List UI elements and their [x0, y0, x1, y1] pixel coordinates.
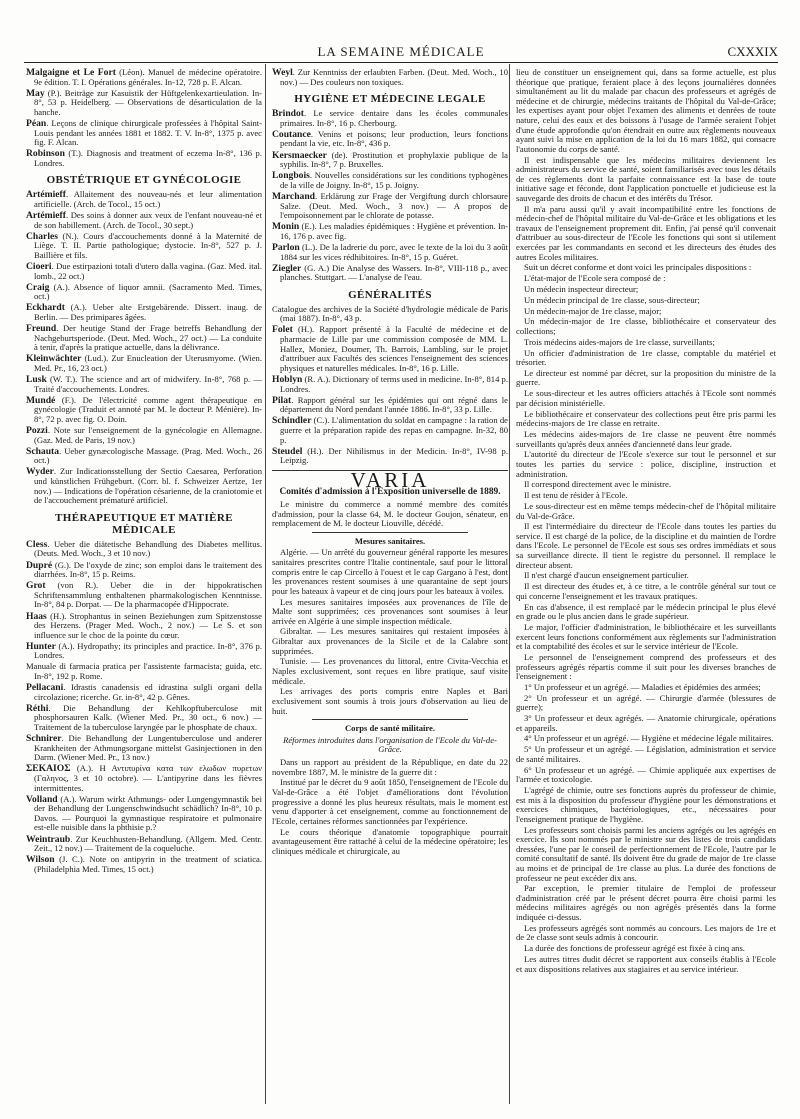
entry-author: Pilat [272, 394, 292, 406]
paragraph: 6° Un professeur et un agrégé. — Chimie appliquée aux expertises de l'armée et toxicologie. [516, 764, 776, 785]
entry-text: (A.). Warum wirkt Athmungs- oder Lungengymnastik bei der Behandlung der Lungenschwindsucht schädlich? In-8°, 10 p. Davos. — Pourquoi la gymnastique respiratoire et pulmonaire est-elle nuisible dans la phthisie p.? [34, 793, 262, 833]
paragraph: Le directeur est nommé par décret, sur la proposition du ministre de la guerre. [516, 367, 776, 388]
paragraph: Un médecin inspecteur directeur; [524, 284, 639, 294]
bibliography-entry [26, 262, 262, 281]
paragraph: Tunisie. — Les provenances du littoral, entre Civita-Vecchia et Naples exclusivement, sont reçues en libre pratique, sauf visite médicale. [272, 656, 508, 686]
paragraph: Un médecin-major de 1re classe, bibliothécaire et conservateur des collections; [516, 316, 776, 336]
paragraph: Il correspond directement avec le ministre. [524, 479, 671, 490]
entry-author: Grot [26, 580, 46, 592]
paragraph: Trois médecins aides-majors de 1re classe, surveillants; [524, 336, 715, 347]
paragraph: 1° Un professeur et un agrégé. — Maladies et épidémies des armées; [524, 681, 761, 692]
entry-text: Catalogue des archives de la Société d'hydrologie médicale de Paris (mai 1887). In-8°, 43 p. [272, 303, 508, 324]
paragraph: Les arrivages des ports compris entre Naples et Bari exclusivement sont soumis à trois jours d'observation au lieu de huit. [272, 686, 508, 716]
paragraph: Le personnel de l'enseignement comprend des professeurs et des professeurs agrégés répartis comme il suit pour les diverses branches de l'enseignement : [516, 651, 776, 682]
entry-text: . Venins et poisons; leur production, leurs fonctions pendant la vie, etc. In-8°, 436 p. [280, 128, 508, 149]
bibliography-entry [272, 325, 508, 373]
column-3 [516, 68, 776, 975]
section-heading: THÉRAPEUTIQUE ET MATIÈRE MÉDICALE [55, 511, 233, 536]
bibliography-entry [26, 89, 262, 118]
article-title: Corps de santé militaire. [344, 723, 436, 734]
entry-author: Lusk [26, 374, 47, 386]
entry-author: Dupré [26, 559, 53, 571]
bibliography-entry [272, 375, 508, 394]
varia-heading: VARIA [350, 467, 430, 492]
entry-author: Pozzi [26, 425, 48, 437]
paragraph: Il n'est chargé d'aucun enseignement particulier. [524, 570, 689, 581]
bibliography-entry [26, 683, 262, 702]
entry-text: (G. A.) Die Analyse des Wassers. In-8°, VIII-118 p., avec planches. Stuttgart. — L'analyse de l'eau. [280, 262, 508, 283]
entry-text: . Die Behandlung der Lungentuberculose und anderer Krankheiten der Athmungsorgane mittelst Gasinjectionen in den Darm. (Wiener Med. Pr., 13 nov.) [34, 733, 262, 763]
bibliography-entry [272, 192, 508, 221]
section-heading: HYGIÈNE ET MÉDECINE LEGALE [294, 93, 486, 106]
paragraph: Le sous-directeur est en même temps médecin-chef de l'hôpital militaire du Val-de-Grâce. [516, 500, 776, 521]
paragraph: Le sous-directeur et les autres officiers attachés à l'Ecole sont nommés par décision ministérielle. [516, 388, 776, 408]
entry-text: . Nouvelles considérations sur les conditions typhogènes de la ville de Joigny. In-8°, 15 p. Joigny. [280, 170, 508, 190]
entry-text: . Le service dentaire dans les écoles communales primaires. In-8°, 16 p. Cherbourg. [280, 108, 508, 128]
entry-text: . Der heutige Stand der Frage betreffs Behandlung der Nachgeburtsperiode. (Deut. Med. Woch., 27 oct.) — La conduite à tenir, d'après la pratique actuelle, dans la délivrance. [34, 323, 262, 353]
paragraph: Dans un rapport au président de la République, en date du 22 novembre 1887, M. le ministre de la guerre dit : [272, 756, 508, 777]
entry-author: Steudel [272, 445, 303, 457]
entry-author: Kersmaecker [272, 149, 327, 161]
entry-author: Hoblyn [272, 373, 303, 385]
entry-author: Schauta [26, 445, 60, 457]
article-subtitle: Réformes introduites dans l'organisation de l'Ecole du Val-de-Grâce. [283, 734, 497, 755]
entry-author: Wilson [26, 854, 55, 866]
entry-text: . Rapport général sur les épidémies qui ont régné dans le département du Nord pendant l'année 1886. In-8°, 33 p. Lille. [280, 394, 508, 415]
paragraph: Le ministre du commerce a nommé membre des comités d'admission, pour la classe 64, M. le docteur Goujon, sénateur, en remplacement de M. le docteur Liouville, décédé. [272, 498, 508, 529]
entry-author: Marchand [272, 190, 315, 202]
column-2 [272, 68, 508, 857]
entry-text: (E.). Les maladies épidémiques : Hygiène et prévention. In-16, 176 p. avec fig. [280, 221, 508, 241]
paragraph: Les professeurs sont choisis parmi les anciens agrégés ou les agrégés en exercice. Ils sont nommés par le ministre sur des listes de trois candidats dressées, l'une par le conseil de perfectionnement de l'Ecole, l'autre par le comité consultatif de santé. Ils doivent être du grade de major de 1re classe au moins et de principal de 1re classe au plus. La durée des fonctions de professeur ne peut excéder dix ans. [516, 824, 776, 883]
entry-author: Haas [26, 610, 47, 622]
paragraph: 5° Un professeur et un agrégé. — Législation, administration et service de santé militaires. [516, 744, 776, 764]
entry-text: (von R.). Ueber die in der hippokratischen Schriftensammlung enthaltenen pharmakologischen Kenntnisse. In-8°, 84 p. Dorpat. — De la pharmacopée d'Hippocrate. [34, 580, 262, 610]
entry-text: (W. T.). The science and art of midwifery. In-8°, 768 p. — Traité d'accouchements. Londres. [34, 374, 262, 394]
entry-text: (N.). Cours d'accouchements donné à la Maternité de Liège. T. II. Partie pathologique; dystocie. In-8°, 527 p. J. Baillière et fils. [34, 230, 262, 260]
paragraph: 2° Un professeur et un agrégé. — Chirurgie d'armée (blessures de guerre); [516, 692, 776, 713]
entry-text: . Ueber gynæcologische Massage. (Prag. Med. Woch., 26 oct.) [34, 445, 262, 466]
entry-text: . Zur Indicationsstellung der Sectio Caesarea, Perforation und künstlichen Frühgeburt. (Corr. bl. f. Schweizer Aertze, 1er nov.) — Indications de l'opération césarienne, de la craniotomie et de l'accouchement prématuré artificiel. [34, 466, 262, 506]
paragraph: Les médecins aides-majors de 1re classe ne peuvent être nommés surveillants qu'après deux années d'ancienneté dans leur grade. [516, 429, 776, 449]
bibliography-entry [26, 581, 262, 610]
entry-author: Kleinwächter [26, 353, 82, 365]
entry-author: Coutance [272, 128, 311, 140]
entry-text: (A.). Hydropathy; its principles and practice. In-8°, 376 p. Londres. [34, 640, 262, 661]
bibliography-entry [272, 109, 508, 128]
article-title: Comités d'admission à l'Exposition universelle de 1889. [279, 487, 501, 498]
separator-rule [312, 719, 468, 720]
bibliography-entry [26, 324, 262, 353]
entry-text: . Erklärung zur Frage der Vergiftung durch chlorsaure Salze. (Deut. Med. Woch., 3 nov.) — A propos de l'empoisonnement par le chlorate de potasse. [280, 190, 508, 221]
paragraph: Un médecin principal de 1re classe, sous-directeur; [524, 294, 700, 305]
entry-text: . Die Behandlung der Kehlkopftuberculose mit phosphorsauren Kalk. (Wiener Med. Pr., 30 oct., 6 nov.) — Traitement de la tuberculose laryngée par le phosphate de chaux. [34, 702, 262, 733]
bibliography-entry [26, 232, 262, 261]
bibliography-entry [26, 354, 262, 373]
paragraph: Le cours théorique d'anatomie topographique pourrait avantageusement être rattaché à celui de la médecine opératoire; les cliniques médicale et chirurgicale, au [272, 826, 508, 856]
entry-author: Weintraub [26, 833, 71, 845]
entry-text: (Léon). Manuel de médecine opératoire. 9e édition. T. I. Opérations générales. In-12, 728 p. F. Alcan. [34, 67, 262, 87]
header-rule [24, 62, 778, 63]
entry-text: . Zur Kenntniss der erlaubten Farben. (Deut. Med. Woch., 10 nov.) — Des couleurs non toxiques. [280, 67, 508, 87]
paragraph: Par exception, le premier titulaire de l'emploi de professeur d'administration créé par le présent décret pourra être choisi parmi les médecins militaires agrégés ou non agrégés présentés dans la forme indiquée ci-dessus. [516, 883, 776, 923]
bibliography-entry [26, 119, 262, 148]
entry-text: Manuale di farmacia pratica per l'assistente farmacista; guida, etc. In-8°, 192 p. Rome. [26, 661, 262, 682]
bibliography-entry [26, 396, 262, 425]
entry-text: (de). Prostitution et prophylaxie publique de la syphilis. In-8°, 7 p. Bruxelles. [280, 149, 508, 170]
paragraph: Le bibliothécaire et conservateur des collections peut être pris parmi les médecins-majors de 1re classe en retraite. [516, 408, 776, 429]
entry-author: Cioeri [26, 261, 52, 273]
entry-text: (G.). De l'oxyde de zinc; son emploi dans le traitement des diarrhées. In-8°, 15 p. Reims. [34, 559, 262, 580]
column-1 [26, 68, 262, 876]
bibliography-entry [26, 612, 262, 641]
bibliography-entry [26, 283, 262, 302]
bibliography-entry [272, 416, 508, 445]
bibliography-entry [26, 855, 262, 874]
entry-author: Longbois [272, 170, 310, 182]
entry-author: Folet [272, 324, 293, 336]
section-heading: GÉNÉRALITÉS [348, 288, 432, 301]
entry-author: Parlon [272, 241, 300, 253]
article-title: Mesures sanitaires. [354, 535, 426, 546]
paragraph: Le major, l'officier d'administration, le bibliothécaire et les surveillants exercent leurs fonctions conformément aux règlements sur l'administration et la comptabilité des écoles et sur le service intérieur de l'Ecole. [516, 621, 776, 652]
paragraph: L'agrégé de chimie, outre ses fonctions auprès du professeur de chimie, est mis à la disposition du professeur d'hygiène pour les démonstrations et exercices chimiques, bactériologiques, etc., nécessaires pour l'enseignement pratique de l'hygiène. [516, 784, 776, 824]
bibliography-entry [26, 426, 262, 445]
bibliography-entry [26, 190, 262, 209]
paragraph: Suit un décret conforme et dont voici les principales dispositions : [524, 262, 752, 273]
entry-text: (R. A.). Dictionary of terms used in medicine. In-8°, 814 p. Londres. [280, 373, 508, 394]
entry-text: (L.). De la ladrerie du porc, avec le texte de la loi du 3 août 1884 sur les vices rédhibitoires. In-8°, 15 p. Guéret. [280, 241, 508, 262]
journal-title: LA SEMAINE MÉDICALE [317, 44, 485, 59]
section-heading: OBSTÉTRIQUE ET GYNÉCOLOGIE [46, 174, 242, 187]
bibliography-entry [272, 447, 508, 466]
entry-author: Artémieff [26, 210, 66, 222]
bibliography-entry [26, 375, 262, 394]
bibliography-entry [272, 222, 508, 241]
paragraph: Il est indispensable que les médecins militaires deviennent les administrateurs du service de santé, soient familiarisés avec tous les détails de ces règlements dont la parfaite connaissance est la base de toute initiative sage et féconde, dont l'application ponctuelle et judicieuse est la sauvegarde des droits de chacun et des intérêts du Trésor. [516, 154, 776, 203]
entry-author: Eckhardt [26, 302, 65, 314]
bibliography-entry [26, 447, 262, 466]
entry-author: Réthi [26, 702, 49, 714]
bibliography-entry [272, 171, 508, 190]
bibliography-entry [272, 305, 508, 324]
entry-text: (H.). Strophantus in seinen Beziehungen zum Spitzenstosse des Herzens. (Prager Med. Woch., 2 nov.) — Le S. et son influence sur le choc de la pointe du cœur. [34, 610, 262, 640]
bibliography-entry [272, 151, 508, 170]
entry-text: (P.). Beiträge zur Kasuistik der Hüftgelenkexartieulation. In-8°, 53 p. Heidelberg. — Observations de désarticulation de la hanche. [34, 87, 262, 117]
paragraph: L'autorité du directeur de l'Ecole s'exerce sur tout le personnel et sur toutes les parties du service : police, discipline, instruction et administration. [516, 449, 776, 479]
entry-text: . Zur Keuchhusten-Behandlung. (Allgem. Med. Centr. Zeit., 12 nov.) — Traitement de la coqueluche. [34, 833, 262, 854]
bibliography-entry [272, 130, 508, 149]
entry-text: . Leçons de clinique chirurgicale professées à l'hôpital Saint-Louis pendant les années 1881 et 1882. T. V. In-8°, 1375 p. avec fig. F. Alcan. [34, 117, 262, 148]
bibliography-entry [272, 243, 508, 262]
entry-text: (A.). Absence of liquor amnii. (Sacramento Med. Times, oct.) [34, 281, 262, 302]
bibliography-entry [26, 540, 262, 559]
paragraph: Il est tenu de résider à l'Ecole. [524, 490, 628, 501]
entry-author: Freund [26, 323, 57, 335]
entry-author: Ziegler [272, 262, 302, 274]
entry-text: (A.). Ueber alte Erstgebärende. Dissert. inaug. de Berlin. — Des primipares âgées. [34, 302, 262, 323]
entry-author: May [26, 87, 45, 99]
entry-author: Artémieff [26, 189, 66, 201]
paragraph: Il est l'intermédiaire du directeur de l'Ecole dans toutes les parties du service. Il est chargé de la police, de la discipline et du maintien de l'ordre dans l'Ecole. Le personnel de l'Ecole est sous ses ordres immédiats et sous sa surveillance directe. Il tient le registre du personnel. Il remplace le directeur absent. [516, 521, 776, 570]
paragraph: Algérie. — Un arrêté du gouverneur général rapporte les mesures sanitaires prescrites contre l'Italie continentale, sauf pour le littoral compris entre le cap Circello à l'ouest et le cap Gargano à l'est, dont les provenances restent soumises à une quarantaine de sept jours pour les bateaux à vapeur et de cinq jours pour les bateaux à voiles. [272, 547, 508, 596]
paragraph: 4° Un professeur et un agrégé. — Hygiène et médecine légale militaires. [524, 733, 774, 744]
bibliography-entry [26, 704, 262, 733]
entry-author: Brindot [272, 108, 304, 120]
bibliography-entry [26, 642, 262, 661]
paragraph: Un médecin-major de 1re classe, major; [524, 305, 662, 316]
entry-text: (J. C.). Note on antipyrin in the treatment of sciatica. (Philadelphia Med. Times, 15 oct.) [34, 854, 262, 874]
paragraph: L'état-major de l'Ecole sera composé de : [524, 273, 666, 284]
entry-text: . Des soins à donner aux veux de l'enfant nouveau-né et de son habillement. (Arch. de Tocol., 30 sept.) [34, 210, 262, 230]
entry-text: (Lud.). Zur Enucleation der Uterusmyome. (Wien. Med. Pr., 16, 23 oct.) [34, 353, 262, 374]
paragraph: Il est directeur des études et, à ce titre, a le contrôle général sur tout ce qui concerne l'enseignement et les travaux pratiques. [516, 581, 776, 601]
paragraph: Il m'a paru aussi qu'il y avait incompatibilité entre les fonctions de médecin-chef de l'hôpital militaire du Val-de-Grâce et les obligations et les travaux de l'enseignement proprement dit. Enfin, j'ai pensé qu'il convenait d'attribuer au sous-directeur de l'Ecole les fonctions qui sont si utilement exercées par les commandants en second et les directeurs des études des autres Ecoles militaires. [516, 203, 776, 262]
paragraph: Un officier d'administration de 1re classe, comptable du matériel et trésorier. [516, 347, 776, 368]
entry-author: Malgaigne et Le Fort [26, 67, 116, 78]
bibliography-entry [26, 561, 262, 580]
entry-author: Craig [26, 281, 50, 293]
bibliography-entry [26, 149, 262, 168]
bibliography-entry [26, 68, 262, 87]
paragraph: La durée des fonctions de professeur agrégé est fixée à cinq ans. [524, 943, 745, 954]
entry-text: . Note sur l'enseignement de la gynécologie en Allemagne. (Gaz. Med. de Paris, 19 nov.) [34, 425, 262, 445]
entry-author: Péan [26, 117, 47, 129]
paragraph: Les mesures sanitaires imposées aux provenances de l'île de Malte sont supprimées; ces provenances sont soumises à leur arrivée en Algérie à une simple inspection médicale. [272, 596, 508, 626]
bibliography-entry [26, 303, 262, 322]
entry-text: . Idrastis canadensis ed idrastina sulgli organi della circolazione; ricerche. Gr. in-8°, 42 p. Gênes. [34, 682, 262, 702]
entry-text: (H.). Rapport présenté à la Faculté de médecine et de pharmacie de Lille par une commission composée de MM. L. Hallez, Moniez, Doumer, Th. Barrois, Lambling, sur le projet d'attribuer aux Facultés des sciences l'enseignement des sciences physiques et naturelles médicales. In-8°, 16 p. Lille. [280, 324, 508, 373]
paragraph: Institué par le décret du 9 août 1850, l'enseignement de l'Ecole du Val-de-Grâce a été l'objet d'améliorations dont l'évolution progressive a donné les plus heureux résultats, mais le moment est venu d'apporter à cet enseignement, comme au fonctionnement de l'Ecole, certaines réformes sanctionnées par l'expérience. [272, 777, 508, 826]
paragraph: lieu de constituer un enseignement qui, dans sa forme actuelle, est plus théorique que pratique, feraient place à des leçons journalières données simultanément au lit du malade par chacun des professeurs et agrégés de médecine et de chirurgie, médecins traitants de l'hôpital du Val-de-Grâce; les expertises ayant pour objet l'examen des aliments et denrées de toute nature, celui des eaux et des boissons à l'usage de l'armée seraient l'objet d'une étude approfondie qu'on étendrait en outre aux règlements nouveaux ayant suivi la mise en application de la loi du 16 mars 1882, qui consacre l'autonomie du corps de santé. [516, 67, 776, 154]
entry-author: Hunter [26, 640, 56, 652]
entry-text: . Allaitement des nouveau-nés et leur alimentation artificielle. (Arch. de Tocol., 15 oct.) [34, 189, 262, 210]
entry-author: Cless [26, 538, 48, 550]
entry-author: Schnirer [26, 733, 62, 745]
bibliography-entry [26, 764, 262, 793]
entry-author: Schindler [272, 415, 312, 427]
entry-author: Wyder [26, 466, 54, 478]
bibliography-entry [26, 211, 262, 230]
entry-text: . Due estirpazioni totali d'utero dalla vagina. (Gaz. Med. ital. lomb., 22 oct.) [34, 261, 262, 281]
bibliography-entry [26, 734, 262, 763]
bibliography-entry [26, 662, 262, 681]
paragraph: 3° Un professeur et deux agrégés. — Anatomie chirurgicale, opérations et appareils. [516, 713, 776, 733]
page-number: CXXXIX [727, 44, 778, 59]
entry-text: (F.). De l'électricité comme agent thérapeutique en gynécologie (Traduit et annoté par M. le docteur P. Ménière). In-8°, 72 p. avec fig. O. Doin. [34, 394, 262, 424]
bibliography-entry [272, 68, 508, 87]
paragraph: Gibraltar. — Les mesures sanitaires qui restaient imposées à Gibraltar aux provenances de la Sicile et de la Calabre sont supprimées. [272, 626, 508, 656]
entry-text: (C.). L'alimentation du soldat en campagne : la ration de guerre et la préparation rapide des repas en campagne. In-32, 80 p. [280, 415, 508, 445]
entry-text: . Ueber die diätetische Behandlung des Diabetes mellitus. (Deuts. Med. Woch., 3 et 10 nov.) [34, 538, 262, 559]
entry-author: Volland [26, 793, 58, 805]
paragraph: Les professeurs agrégés sont nommés au concours. Les majors de 1re et de 2e classe sont seuls admis à concourir. [516, 922, 776, 943]
bibliography-entry [272, 264, 508, 283]
separator-rule [312, 532, 468, 533]
page-header [24, 44, 778, 64]
bibliography-entry [26, 795, 262, 833]
entry-text: (T.). Diagnosis and treatment of eczema In-8°, 136 p. Londres. [34, 148, 262, 168]
bibliography-entry [26, 467, 262, 505]
paragraph: Les autres titres dudit décret se rapportent aux conseils établis à l'Ecole et aux dispositions relatives aux stagiaires et au service intérieur. [516, 954, 776, 974]
entry-author: Robinson [26, 148, 65, 160]
column-divider [509, 64, 510, 1104]
entry-text: (H.). Der Nihilismus in der Medicin. In-8°, IV-98 p. Leipzig. [280, 445, 508, 466]
entry-author: Monin [272, 221, 300, 233]
paragraph: En cas d'absence, il est remplacé par le médecin principal le plus élevé en grade ou le plus ancien dans le grade supérieur. [516, 601, 776, 622]
entry-author: Weyl [272, 67, 293, 78]
entry-author: Mundé [26, 394, 56, 406]
entry-author: ΣΕΚΑΙΟΣ [26, 763, 71, 775]
entry-author: Pellacani [26, 682, 64, 694]
bibliography-entry [26, 835, 262, 854]
bibliography-entry [272, 396, 508, 415]
column-divider [265, 64, 266, 1104]
entry-text: (A.). Η Αντιπυρίνα κατα των ελωδων πυρετων (Γαληνος, 3 et 10 octobre). — L'antipyrine dans les fièvres intermittentes. [34, 763, 262, 793]
entry-author: Charles [26, 230, 58, 242]
